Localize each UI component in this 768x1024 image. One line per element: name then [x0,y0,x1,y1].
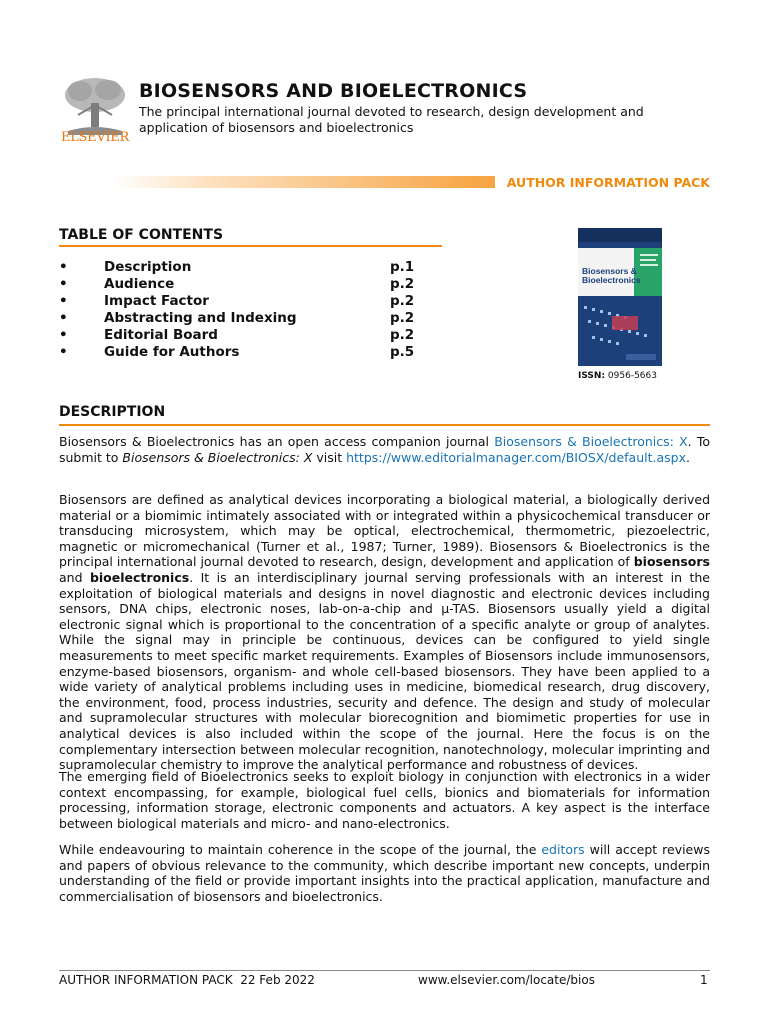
toc-item-description[interactable] [59,259,419,276]
text: visit [312,449,347,465]
toc-item-page: p.2 [390,293,415,309]
toc-item-page: p.2 [390,276,415,292]
toc-item-page: p.1 [390,259,415,275]
bold-term: biosensors [633,554,710,570]
text: Biosensors & Bioelectronics has an open access companion journal [59,434,495,449]
bullet: • [59,344,68,360]
issn-label: ISSN: [578,371,606,381]
journal-cover-image [578,228,662,366]
toc-heading: TABLE OF CONTENTS [59,227,224,243]
toc-divider [59,245,442,247]
description-heading: DESCRIPTION [59,404,166,420]
author-info-pack-label [470,175,710,190]
text: . [686,449,690,465]
footer-page-number: 1 [700,973,708,987]
description-paragraph-1 [59,434,710,465]
text: Biosensors are defined as analytical devices incorporating a biological material, a biologically derived material or a biomimic intimately associated with or integrated within a physicochemical transducer or transducing microsystem, which may be optical, electrochemical, thermometric, piezoelectric, magnetic or micromechanical (Turner et al., 1987; Turner, 1989). Biosensors & Bioelectronics is the principal international journal devoted to research, design, development and application of [59,492,710,570]
cover-title-line2: Bioelectronics [582,275,641,285]
cover-title-line1: Biosensors & [582,266,637,276]
toc-item-page: p.2 [390,327,415,343]
toc-item-abstracting-indexing[interactable] [59,310,419,327]
toc-list [59,259,419,361]
publisher-wordmark: ELSEVIER [61,130,129,145]
text: . It is an interdisciplinary journal serving professionals with an interest in the exploitation of biological materials and designs in novel diagnostic and electronic devices including sensors, DNA chips, electronic noses, lab-on-a-chip and µ-TAS. Biosensors usually yield a digital electronic signal which is proportional to the concentration of a specific analyte or group of analytes. While the signal may in principle be continuous, devices can be configured to yield single measurements to meet specific market requirements. Examples of Biosensors include immunosensors, enzyme-based biosensors, organism- and whole cell-based biosensors. They have been applied to a wide variety of analytical problems including uses in medicine, biomedical research, drug discovery, the environment, food, process industries, security and defence. The design and study of molecular and supramolecular structures with molecular biorecognition and biomimetic properties for use in analytical devices is also included within the scope of the journal. Here the focus is on the complementary intersection between molecular recognition, nanotechnology, molecular imprinting and supramolecular chemistry to improve the analytical performance and robustness of devices. [59,569,710,773]
journal-name-italic: Biosensors & Bioelectronics: X [122,449,313,465]
bullet: • [59,259,68,275]
issn-value: 0956-5663 [607,371,657,381]
toc-item-editorial-board[interactable] [59,327,419,344]
footer-url[interactable]: www.elsevier.com/locate/bios [418,973,595,987]
toc-item-label: Guide for Authors [104,344,240,360]
toc-item-impact-factor[interactable] [59,293,419,310]
text: and [59,569,90,585]
journal-title: BIOSENSORS AND BIOELECTRONICS [139,80,528,102]
toc-item-page: p.2 [390,310,415,326]
toc-item-audience[interactable] [59,276,419,293]
editorial-manager-link[interactable]: https://www.editorialmanager.com/BIOSX/default.aspx [346,449,686,465]
description-divider [59,424,710,426]
footer-pack-date: AUTHOR INFORMATION PACK 22 Feb 2022 [59,973,315,987]
toc-item-label: Abstracting and Indexing [104,310,297,326]
toc-item-guide-for-authors[interactable] [59,344,419,361]
bullet: • [59,276,68,292]
toc-item-label: Description [104,259,192,275]
issn [578,371,657,381]
toc-item-page: p.5 [390,344,415,360]
text: . To submit to [59,434,710,465]
author-info-pack-text: AUTHOR INFORMATION PACK [495,175,710,190]
bullet: • [59,327,68,343]
footer-divider [59,970,710,971]
text: While endeavouring to maintain coherence in the scope of the journal, the [59,842,542,857]
description-paragraph-4 [59,842,710,904]
editors-link[interactable]: editors [541,842,585,857]
bold-term: bioelectronics [89,569,190,585]
toc-item-label: Editorial Board [104,327,218,343]
toc-item-label: Audience [104,276,175,292]
companion-journal-link[interactable]: Biosensors & Bioelectronics: X [494,434,688,449]
bullet: • [59,293,68,309]
journal-subtitle: The principal international journal devoted to research, design development and application of biosensors and bioelectronics [139,104,644,135]
bullet: • [59,310,68,326]
text: will accept reviews and papers of obvious relevance to the community, which describe important new concepts, underpin understanding of the field or provide important insights into the practical application, manufacture and commercialisation of biosensors and bioelectronics. [59,842,710,904]
description-paragraph-3: The emerging field of Bioelectronics seeks to exploit biology in conjunction with electronics in a wider context encompassing, for example, biological fuel cells, bionics and biomaterials for information processing, information storage, electronic components and actuators. A key aspect is the interface between biological materials and micro- and nano-electronics. [59,769,710,831]
description-paragraph-2 [59,492,710,773]
toc-item-label: Impact Factor [104,293,209,309]
